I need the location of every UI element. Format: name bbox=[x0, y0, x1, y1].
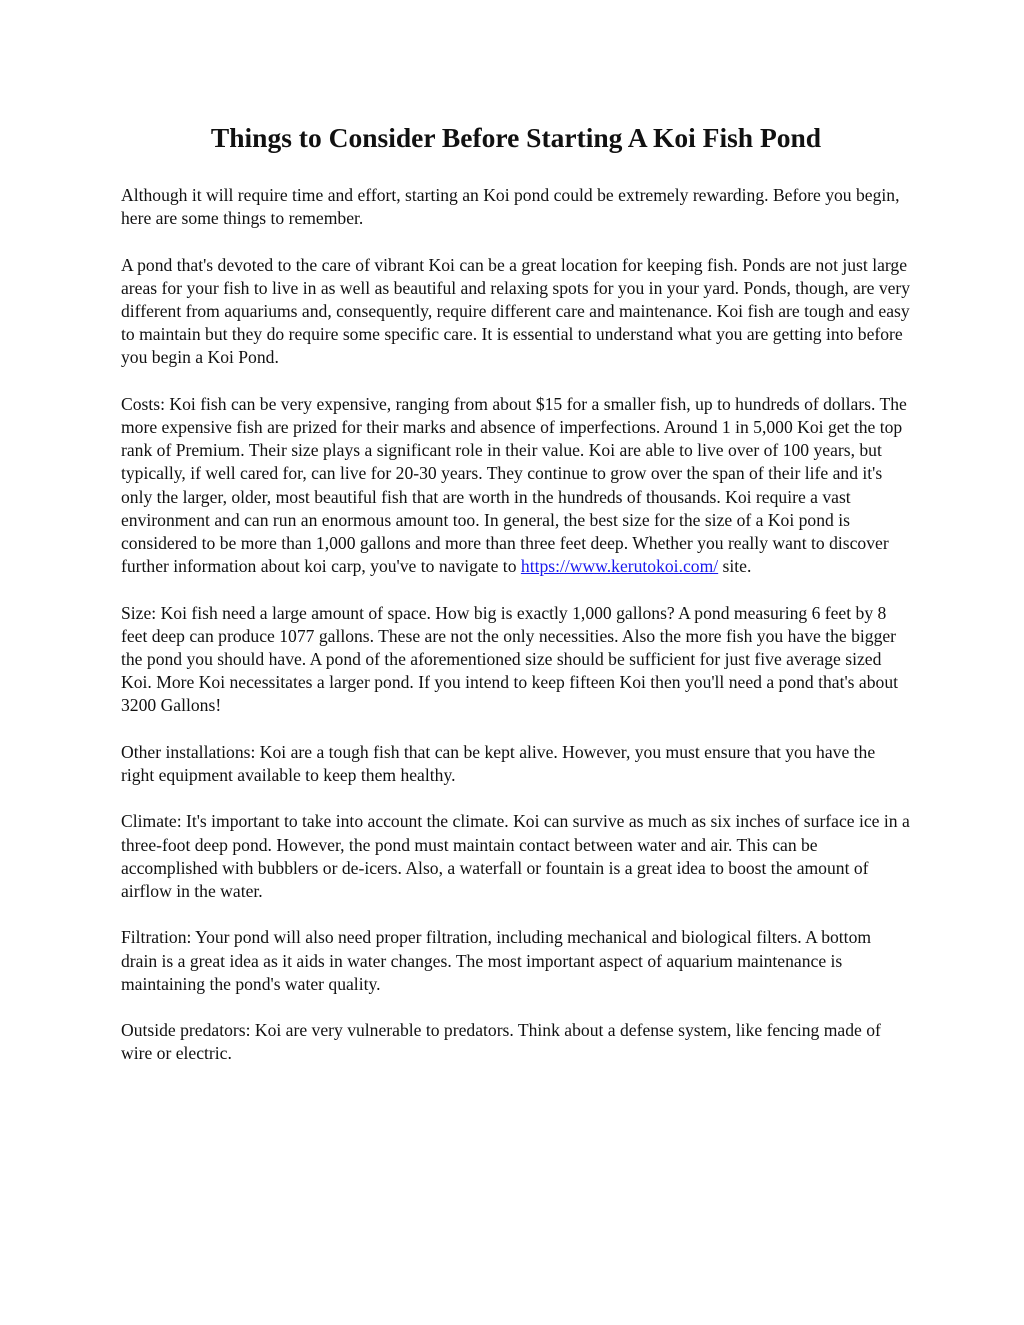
document-title: Things to Consider Before Starting A Koi Fish Pond bbox=[210, 122, 822, 153]
paragraph-pond: A pond that's devoted to the care of vibrant Koi can be a great location for keeping fish. Ponds are not just large areas for your fish to live in as well as beautiful and relaxing spots for you in your yard. Ponds, though, are very different from aquariums and, consequently, require different care and maintenance. Koi fish are tough and easy to maintain but they do require some specific care. It is essential to understand what you are getting into before you begin a Koi Pond. bbox=[121, 254, 911, 368]
paragraph-costs bbox=[121, 393, 911, 579]
paragraph-intro: Although it will require time and effort, starting an Koi pond could be extremely rewarding. Before you begin, here are some things to remember. bbox=[121, 185, 900, 229]
paragraph-installations: Other installations: Koi are a tough fish that can be kept alive. However, you must ensure that you have the right equipment available to keep them healthy. bbox=[121, 741, 876, 786]
paragraph-climate: Climate: It's important to take into account the climate. Koi can survive as much as six inches of surface ice in a three-foot deep pond. However, the pond must maintain contact between water and air. This can be accomplished with bubblers or de-icers. Also, a waterfall or fountain is a great idea to boost the amount of airflow in the water. bbox=[121, 811, 910, 902]
paragraph-predators: Outside predators: Koi are very vulnerable to predators. Think about a defense system, like fencing made of wire or electric. bbox=[121, 1020, 881, 1064]
paragraph-size: Size: Koi fish need a large amount of space. How big is exactly 1,000 gallons? A pond measuring 6 feet by 8 feet deep can produce 1077 gallons. These are not the only necessities. Also the more fish you have the bigger the pond you should have. A pond of the aforementioned size should be sufficient for just five average sized Koi. More Koi necessitates a larger pond. If you intend to keep fifteen Koi then you'll need a pond that's about 3200 Gallons! bbox=[121, 602, 899, 716]
costs-text-end: site. bbox=[718, 556, 752, 577]
paragraph-filtration: Filtration: Your pond will also need proper filtration, including mechanical and biological filters. A bottom drain is a great idea as it aids in water changes. The most important aspect of aquarium maintenance is maintaining the pond's water quality. bbox=[121, 927, 872, 994]
document-page bbox=[121, 118, 911, 1089]
kerutokoi-link[interactable]: https://www.kerutokoi.com/ bbox=[520, 556, 719, 577]
costs-text: Costs: Koi fish can be very expensive, ranging from about $15 for a smaller fish, up to hundreds of dollars. The more expensive fish are prized for their marks and absence of imperfections. Around 1 in 5,000 Koi get the top rank of Premium. Their size plays a significant role in their value. Koi are able to live over of 100 years, but typically, if well cared for, can live for 20-30 years. They continue to grow over the span of their life and it's only the larger, older, most beautiful fish that are worth in the hundreds of thousands. Koi require a vast environment and can run an enormous amount too. In general, the best size for the size of a Koi pond is considered to be more than 1,000 gallons and more than three feet deep. Whether you really want to discover further information about koi carp, you've to navigate to bbox=[121, 393, 907, 577]
